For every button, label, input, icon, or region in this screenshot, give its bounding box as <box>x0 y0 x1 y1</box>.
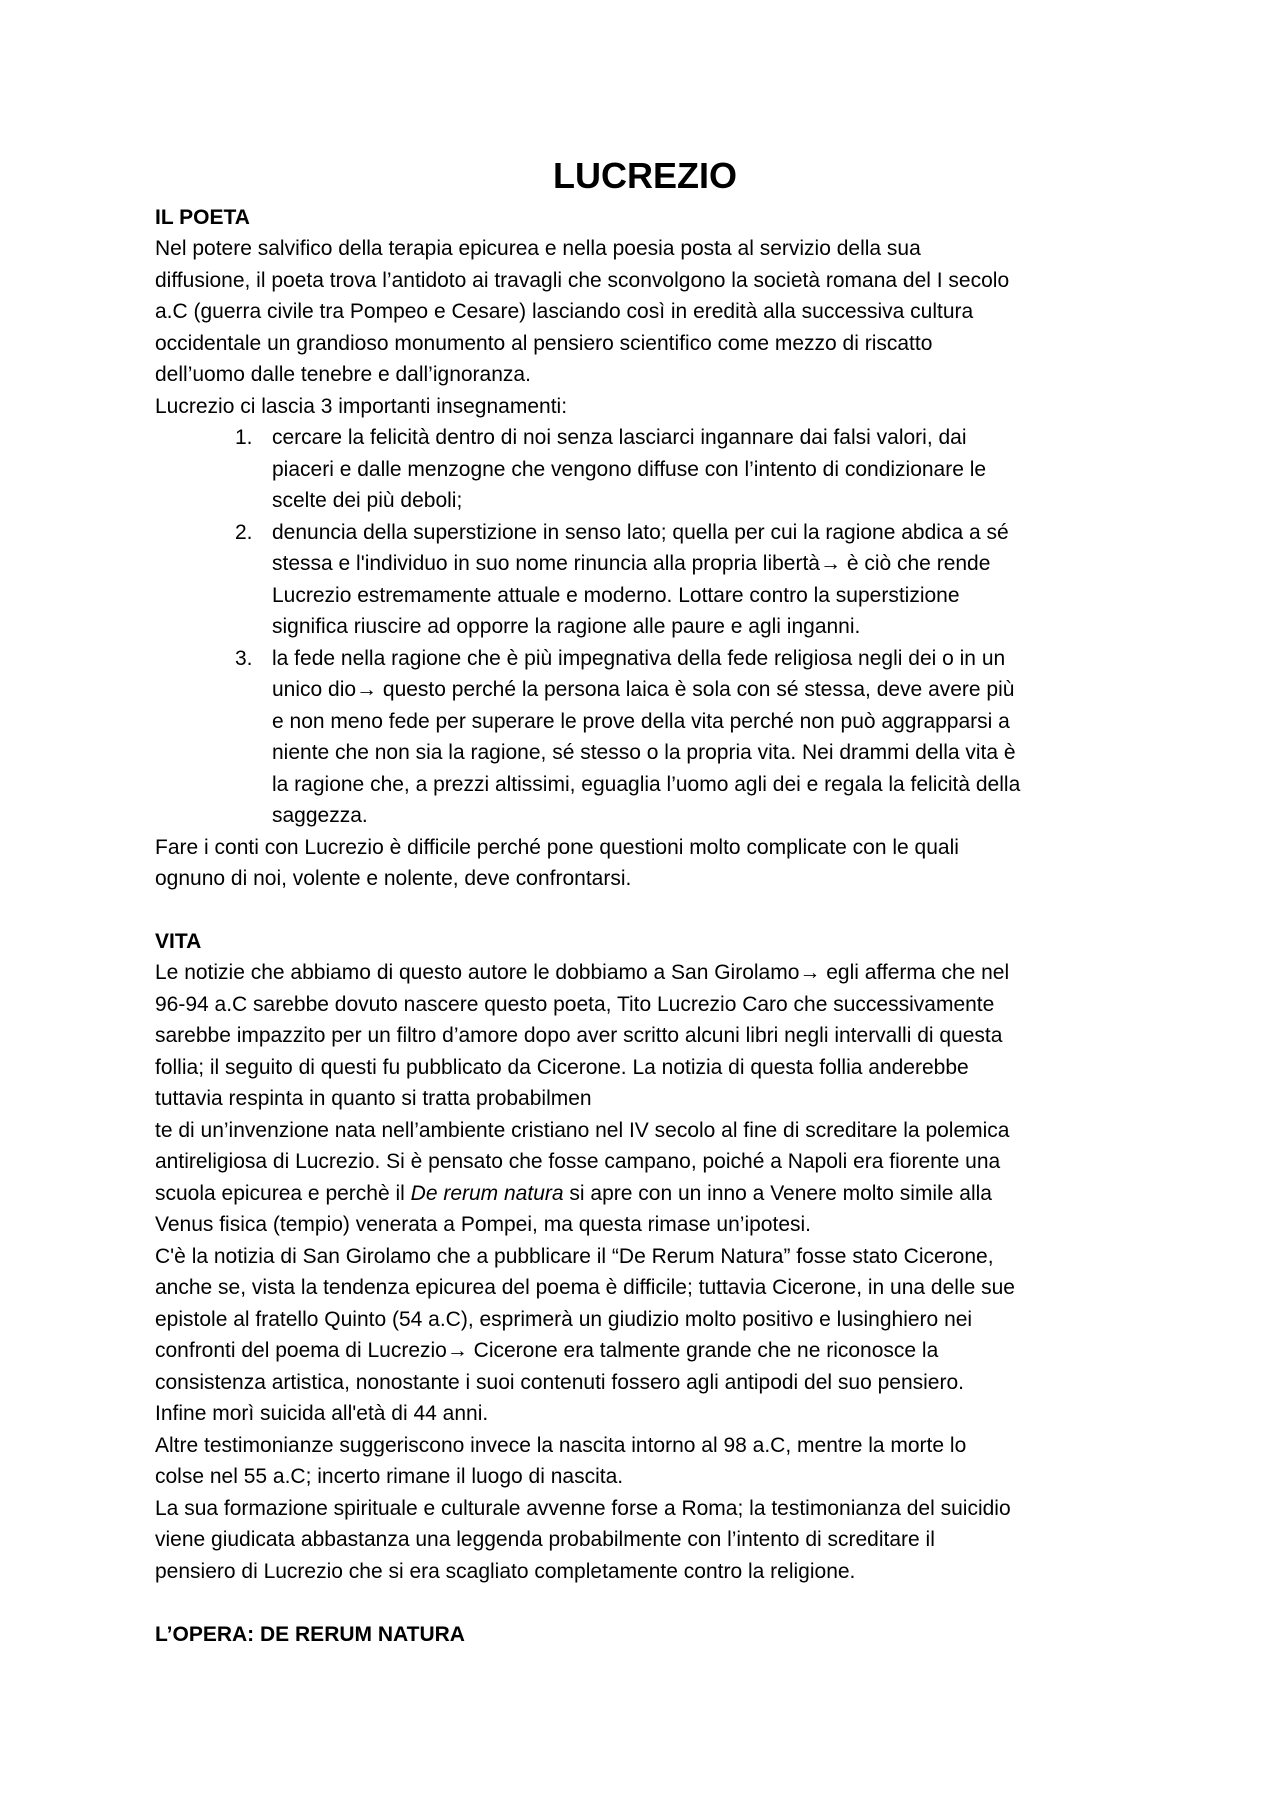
text-line: C'è la notizia di San Girolamo che a pubblicare il “De Rerum Natura” fosse stato Cicerone, <box>155 1244 994 1268</box>
text-line: La sua formazione spirituale e culturale avvenne forse a Roma; la testimonianza del suicidio <box>155 1496 1011 1520</box>
blank-line <box>155 1587 1135 1619</box>
text-line: viene giudicata abbastanza una leggenda probabilmente con l’intento di screditare il <box>155 1528 935 1551</box>
text-line: pensiero di Lucrezio che si era scagliato completamente contro la religione. <box>155 1559 856 1583</box>
section-heading-poeta: IL POETA <box>155 206 250 229</box>
text-line: saggezza. <box>272 804 368 827</box>
text-line: la ragione che, a prezzi altissimi, eguaglia l’uomo agli dei e regala la felicità della <box>272 772 1021 796</box>
text-line: Infine morì suicida all'età di 44 anni. <box>155 1402 489 1425</box>
text-line: epistole al fratello Quinto (54 a.C), esprimerà un giudizio molto positivo e lusinghiero nei <box>155 1307 973 1331</box>
text-line: sarebbe impazzito per un filtro d’amore dopo aver scritto alcuni libri negli intervalli di questa <box>155 1024 1003 1047</box>
text-line: antireligiosa di Lucrezio. Si è pensato che fosse campano, poiché a Napoli era fiorente una <box>155 1150 1001 1173</box>
text-line: stessa e l'individuo in suo nome rinuncia alla propria libertà→ è ciò che rende <box>272 552 991 575</box>
paragraph-intro <box>155 233 1135 422</box>
text-line: significa riuscire ad opporre la ragione alle paure e agli inganni. <box>272 615 861 638</box>
text-line: Altre testimonianze suggeriscono invece la nascita intorno al 98 a.C, mentre la morte lo <box>155 1433 967 1457</box>
text-line: e non meno fede per superare le prove della vita perché non può aggrapparsi a <box>272 709 1010 733</box>
text-line: Le notizie che abbiamo di questo autore le dobbiamo a San Girolamo→ egli afferma che nel <box>155 961 1010 984</box>
section-vita <box>155 926 1135 1587</box>
text-line: dell’uomo dalle tenebre e dall’ignoranza. <box>155 363 531 386</box>
text-line: 96-94 a.C sarebbe dovuto nascere questo poeta, Tito Lucrezio Caro che successivamente <box>155 992 995 1016</box>
document-title: LUCREZIO <box>553 155 737 196</box>
text-line: anche se, vista la tendenza epicurea del poema è difficile; tuttavia Cicerone, in una delle sue <box>155 1276 1015 1299</box>
paragraph-vita-1 <box>155 957 1135 1241</box>
text-line: follia; il seguito di questi fu pubblicato da Cicerone. La notizia di questa follia anderebbe <box>155 1055 969 1079</box>
blank-line <box>155 895 1135 927</box>
text-line: a.C (guerra civile tra Pompeo e Cesare) lasciando così in eredità alla successiva cultura <box>155 300 974 323</box>
text-line: denuncia della superstizione in senso lato; quella per cui la ragione abdica a sé <box>272 520 1009 544</box>
section-heading-opera: L’OPERA: DE RERUM NATURA <box>155 1622 465 1646</box>
text-line: confronti del poema di Lucrezio→ Cicerone era talmente grande che ne riconosce la <box>155 1339 939 1362</box>
paragraph-closing <box>155 832 1135 895</box>
list-number: 3. <box>235 646 253 670</box>
list-item <box>235 517 1135 643</box>
paragraph-vita-2 <box>155 1241 1135 1588</box>
text-line: Venus fisica (tempio) venerata a Pompei, ma questa rimase un’ipotesi. <box>155 1213 811 1236</box>
section-heading-vita: VITA <box>155 930 202 953</box>
text-line: unico dio→ questo perché la persona laica è sola con sé stessa, deve avere più <box>272 678 1015 701</box>
text-line: scelte dei più deboli; <box>272 489 463 512</box>
text-line: occidentale un grandioso monumento al pensiero scientifico come mezzo di riscatto <box>155 331 933 355</box>
list-item <box>235 422 1135 517</box>
text-line: diffusione, il poeta trova l’antidoto ai travagli che sconvolgono la società romana del I secolo <box>155 268 1010 292</box>
text-line: Nel potere salvifico della terapia epicurea e nella poesia posta al servizio della sua <box>155 237 921 260</box>
text-line: tuttavia respinta in quanto si tratta probabilmen <box>155 1087 592 1110</box>
text-line: Lucrezio ci lascia 3 importanti insegnamenti: <box>155 394 568 418</box>
document-page <box>155 150 1135 1650</box>
text-line: colse nel 55 a.C; incerto rimane il luogo di nascita. <box>155 1465 624 1488</box>
work-title-italic: De rerum natura <box>410 1181 564 1205</box>
section-poeta <box>155 202 1135 895</box>
list-number: 2. <box>235 520 253 544</box>
text-line: piaceri e dalle menzogne che vengono diffuse con l’intento di condizionare le <box>272 457 987 481</box>
text-line: la fede nella ragione che è più impegnativa della fede religiosa negli dei o in un <box>272 646 1006 670</box>
text-span: scuola epicurea e perchè il <box>155 1181 411 1205</box>
text-line: consistenza artistica, nonostante i suoi contenuti fossero agli antipodi del suo pensiero. <box>155 1370 964 1394</box>
text-line: te di un’invenzione nata nell’ambiente cristiano nel IV secolo al fine di screditare la polemica <box>155 1118 1010 1142</box>
text-line: ognuno di noi, volente e nolente, deve confrontarsi. <box>155 867 632 890</box>
text-line: cercare la felicità dentro di noi senza lasciarci ingannare dai falsi valori, dai <box>272 426 967 449</box>
text-line: Fare i conti con Lucrezio è difficile perché pone questioni molto complicate con le quali <box>155 835 959 859</box>
lessons-list <box>155 422 1135 832</box>
text-span: si apre con un inno a Venere molto simile alla <box>563 1181 992 1205</box>
list-number: 1. <box>235 426 253 449</box>
text-line <box>155 1178 1135 1210</box>
text-line: Lucrezio estremamente attuale e moderno. Lottare contro la superstizione <box>272 583 960 607</box>
text-line: niente che non sia la ragione, sé stesso o la propria vita. Nei drammi della vita è <box>272 741 1016 764</box>
list-item <box>235 643 1135 832</box>
